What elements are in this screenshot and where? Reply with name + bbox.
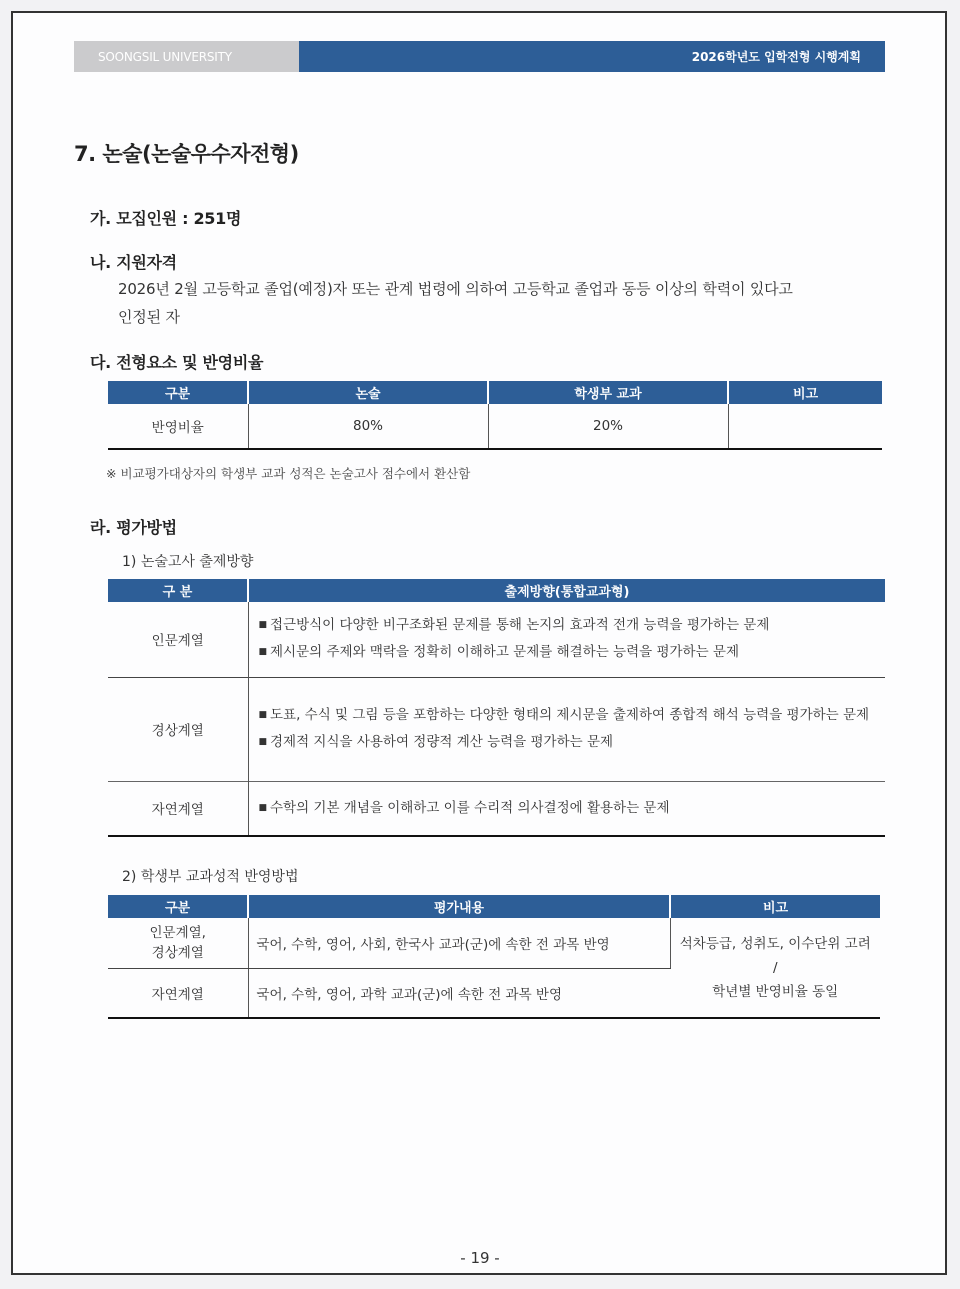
university-name: SOONGSIL UNIVERSITY xyxy=(74,41,299,72)
col-header: 구분 xyxy=(108,895,248,918)
category-line: 인문계열, xyxy=(149,924,206,941)
evaluation-heading: 라. 평가방법 xyxy=(90,518,177,537)
remark-line: 석차등급, 성취도, 이수단위 고려 xyxy=(679,935,871,952)
bullet-item: ■ 수학의 기본 개념을 이해하고 이를 수리적 의사결정에 활용하는 문제 xyxy=(259,795,886,822)
table-row xyxy=(108,781,885,836)
essay-subtitle: 1) 논술고사 출제방향 xyxy=(122,554,254,570)
content-cell: 국어, 수학, 영어, 과학 교과(군)에 속한 전 과목 반영 xyxy=(256,986,563,1003)
eligibility-line-2: 인정된 자 xyxy=(118,308,180,326)
table-row xyxy=(108,677,885,781)
transcript-table xyxy=(108,895,880,1019)
recruitment-heading: 가. 모집인원 : 251명 xyxy=(90,209,242,228)
eligibility-heading: 나. 지원자격 xyxy=(90,253,177,272)
category-cell: 자연계열 xyxy=(108,968,248,1018)
remark-cell xyxy=(670,918,880,1018)
ratio-heading: 다. 전형요소 및 반영비율 xyxy=(90,353,264,372)
col-header: 출제방향(통합교과형) xyxy=(248,579,885,602)
bullet-item: ■ 경제적 지식을 사용하여 정량적 계산 능력을 평가하는 문제 xyxy=(259,729,886,756)
direction-cell xyxy=(248,677,885,781)
ratio-note: ※ 비교평가대상자의 학생부 교과 성적은 논술고사 점수에서 환산함 xyxy=(106,466,471,481)
col-header: 논술 xyxy=(248,381,488,404)
bullet-item: ■ 도표, 수식 및 그림 등을 포함하는 다양한 형태의 제시문을 출제하여 종합적 해석 능력을 평가하는 문제 xyxy=(259,702,886,729)
content-cell: 국어, 수학, 영어, 사회, 한국사 교과(군)에 속한 전 과목 반영 xyxy=(248,918,670,968)
category-line: 경상계열 xyxy=(151,944,204,961)
section-title: 7. 논술(논술우수자전형) xyxy=(74,142,299,166)
cell: 반영비율 xyxy=(108,404,248,449)
bullet-item: ■ 제시문의 주제와 맥락을 정확히 이해하고 문제를 해결하는 능력을 평가하는 문제 xyxy=(259,639,886,666)
document-title: 2026학년도 입학전형 시행계획 xyxy=(299,41,885,72)
category-cell: 인문계열 xyxy=(108,602,248,677)
remark-line: 학년별 반영비율 동일 xyxy=(712,983,839,1000)
page-number: - 19 - xyxy=(460,1249,500,1267)
col-header: 학생부 교과 xyxy=(488,381,728,404)
col-header: 비고 xyxy=(728,381,882,404)
col-header: 구분 xyxy=(108,381,248,404)
eligibility-line-1: 2026년 2월 고등학교 졸업(예정)자 또는 관계 법령에 의하여 고등학교 졸업과 동등 이상의 학력이 있다고 xyxy=(118,280,793,298)
direction-cell xyxy=(248,781,885,836)
transcript-subtitle: 2) 학생부 교과성적 반영방법 xyxy=(122,869,299,885)
direction-cell xyxy=(248,602,885,677)
cell: 20% xyxy=(488,404,728,449)
col-header: 구 분 xyxy=(108,579,248,602)
page-header xyxy=(74,41,885,72)
col-header: 평가내용 xyxy=(248,895,670,918)
table-row xyxy=(108,602,885,677)
category-cell xyxy=(108,918,248,968)
table-row xyxy=(108,918,880,968)
category-cell: 경상계열 xyxy=(108,677,248,781)
cell xyxy=(728,404,882,449)
eligibility-text xyxy=(118,275,898,331)
table-row xyxy=(108,404,882,449)
col-header: 비고 xyxy=(670,895,880,918)
cell: 80% xyxy=(248,404,488,449)
ratio-table xyxy=(108,381,882,450)
bullet-item: ■ 접근방식이 다양한 비구조화된 문제를 통해 논지의 효과적 전개 능력을 평가하는 문제 xyxy=(259,612,886,639)
remark-line: / xyxy=(772,959,778,976)
essay-direction-table xyxy=(108,579,885,837)
category-cell: 자연계열 xyxy=(108,781,248,836)
